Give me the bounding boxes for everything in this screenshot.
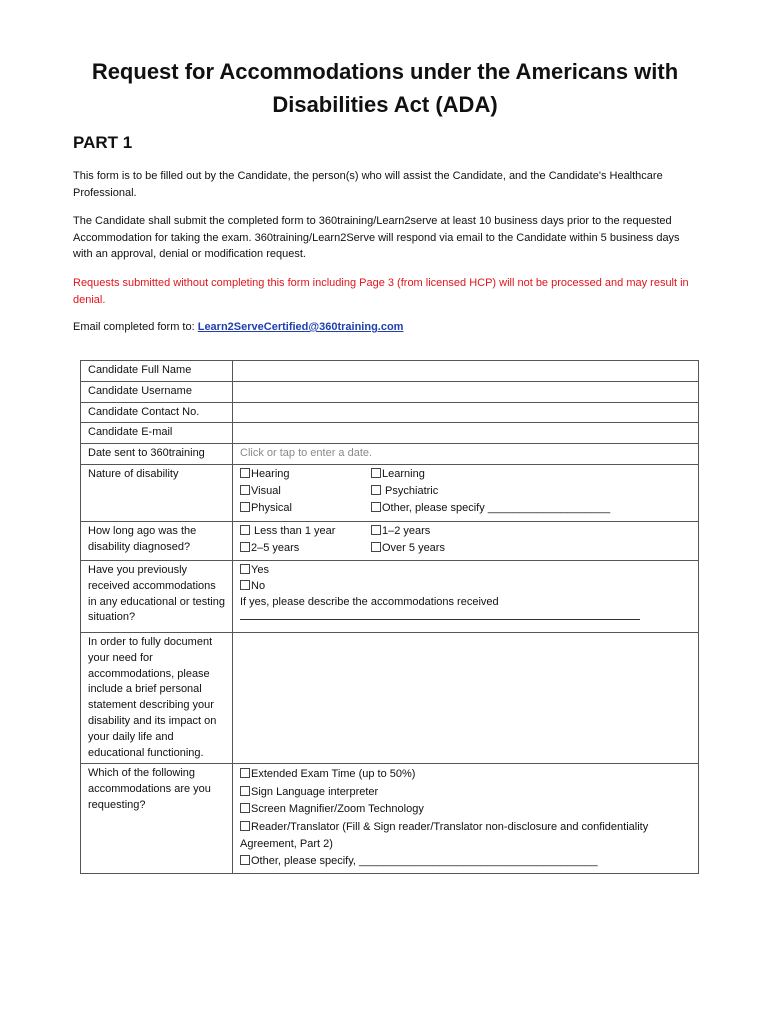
title-line-1: Request for Accommodations under the Americans with (91, 59, 679, 84)
1-2-years-option[interactable] (371, 524, 691, 540)
checkbox-icon[interactable] (240, 803, 250, 813)
requesting-options-cell (233, 764, 699, 873)
previous-accommodations-label: Have you previously received accommodations in any educational or testing situation? (81, 560, 233, 632)
yes-option[interactable] (240, 563, 691, 579)
yes-label: Yes (251, 563, 269, 576)
1-2-years-label: 1–2 years (382, 524, 431, 537)
no-option[interactable] (240, 579, 691, 595)
hearing-option[interactable] (240, 467, 371, 483)
disability-options-cell (233, 464, 699, 521)
other-disability-label: Other, please specify ____________________ (382, 501, 611, 514)
hearing-label: Hearing (251, 467, 290, 480)
username-label: Candidate Username (81, 381, 233, 402)
previous-accommodations-cell (233, 560, 699, 632)
checkbox-icon[interactable] (240, 525, 250, 535)
learning-option[interactable] (371, 467, 691, 483)
diagnosed-options-cell (233, 521, 699, 560)
email-line (73, 319, 693, 336)
less-than-1-year-option[interactable] (240, 524, 371, 540)
date-placeholder: Click or tap to enter a date. (240, 447, 373, 460)
sign-language-label: Sign Language interpreter (251, 785, 379, 798)
disability-label: Nature of disability (81, 464, 233, 521)
checkbox-icon[interactable] (371, 502, 381, 512)
other-accommodation-option[interactable] (240, 853, 691, 870)
requesting-label: Which of the following accommodations are you requesting? (81, 764, 233, 873)
other-accommodation-label: Other, please specify, _______________________________________ (251, 855, 598, 868)
personal-statement-field[interactable] (233, 632, 699, 763)
candidate-form-table (80, 360, 699, 874)
checkbox-icon[interactable] (371, 542, 381, 552)
over-5-years-option[interactable] (371, 541, 691, 557)
checkbox-icon[interactable] (240, 564, 250, 574)
physical-option[interactable] (240, 501, 371, 517)
describe-blank-line[interactable] (240, 610, 691, 626)
less-than-1-year-label: Less than 1 year (251, 524, 336, 537)
email-link[interactable]: Learn2ServeCertified@360training.com (197, 321, 404, 333)
email-label-cell: Candidate E-mail (81, 423, 233, 444)
full-name-label: Candidate Full Name (81, 361, 233, 382)
other-disability-option[interactable] (371, 501, 691, 517)
visual-option[interactable] (240, 484, 371, 500)
part-heading: PART 1 (73, 133, 133, 152)
no-label: No (251, 579, 266, 592)
email-label: Email completed form to: (73, 321, 198, 333)
warning-paragraph: Requests submitted without completing this form including Page 3 (from licensed HCP) will not be processed and may result in denial. (73, 277, 689, 306)
checkbox-icon[interactable] (240, 821, 250, 831)
screen-magnifier-option[interactable] (240, 801, 691, 818)
2-5-years-option[interactable] (240, 541, 371, 557)
checkbox-icon[interactable] (371, 485, 381, 495)
email-field[interactable] (233, 423, 699, 444)
describe-prompt: If yes, please describe the accommodations received (240, 595, 499, 608)
sign-language-option[interactable] (240, 784, 691, 801)
extended-time-label: Extended Exam Time (up to 50%) (251, 768, 416, 781)
username-field[interactable] (233, 381, 699, 402)
contact-no-label: Candidate Contact No. (81, 402, 233, 423)
contact-no-field[interactable] (233, 402, 699, 423)
over-5-years-label: Over 5 years (382, 541, 445, 554)
document-title (0, 55, 770, 121)
checkbox-icon[interactable] (240, 502, 250, 512)
diagnosed-label: How long ago was the disability diagnosed? (81, 521, 233, 560)
checkbox-icon[interactable] (240, 468, 250, 478)
personal-statement-label: In order to fully document your need for accommodations, please include a brief personal statement describing your disability and its impact on your daily life and educational functioning. (81, 632, 233, 763)
extended-time-option[interactable] (240, 766, 691, 783)
checkbox-icon[interactable] (240, 485, 250, 495)
2-5-years-label: 2–5 years (251, 541, 300, 554)
checkbox-icon[interactable] (240, 542, 250, 552)
reader-translator-option[interactable] (240, 819, 691, 854)
checkbox-icon[interactable] (240, 768, 250, 778)
checkbox-icon[interactable] (240, 786, 250, 796)
title-line-2: Disabilities Act (ADA) (272, 92, 498, 117)
checkbox-icon[interactable] (371, 525, 381, 535)
learning-label: Learning (382, 467, 425, 480)
reader-translator-label: Reader/Translator (Fill & Sign reader/Translator non-disclosure and confidentiality Agreement, Part 2) (240, 820, 649, 850)
full-name-field[interactable] (233, 361, 699, 382)
checkbox-icon[interactable] (240, 855, 250, 865)
psychiatric-option[interactable] (371, 484, 691, 500)
psychiatric-label: Psychiatric (382, 484, 439, 497)
date-picker-field[interactable] (233, 444, 699, 465)
checkbox-icon[interactable] (371, 468, 381, 478)
visual-label: Visual (251, 484, 281, 497)
physical-label: Physical (251, 501, 292, 514)
intro-paragraph-1: This form is to be filled out by the Candidate, the person(s) who will assist the Candidate, and the Candidate's Healthcare Professional. (73, 170, 663, 199)
screen-magnifier-label: Screen Magnifier/Zoom Technology (251, 803, 424, 816)
checkbox-icon[interactable] (240, 580, 250, 590)
date-sent-label: Date sent to 360training (81, 444, 233, 465)
intro-paragraph-2: The Candidate shall submit the completed form to 360training/Learn2serve at least 10 business days prior to the requested Accommodation for taking the exam. 360training/Learn2Serve will respond via email to the Candidate within 5 business days with an approval, denial or modification request. (73, 215, 680, 260)
